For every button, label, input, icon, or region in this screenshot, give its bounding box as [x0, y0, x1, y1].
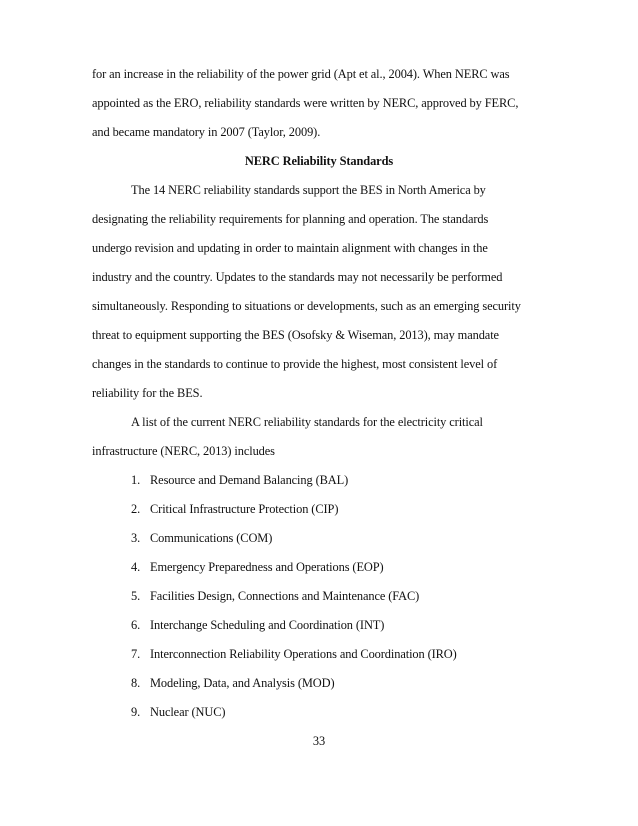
body-text-line: The 14 NERC reliability standards support the BES in North America by [131, 183, 486, 197]
list-item [131, 704, 225, 720]
body-text-line: infrastructure (NERC, 2013) includes [92, 444, 275, 458]
list-item-number: 5. [131, 589, 141, 603]
list-item-number: 1. [131, 473, 141, 487]
list-item-text: Interconnection Reliability Operations and Coordination (IRO) [150, 647, 457, 661]
body-text-line: reliability for the BES. [92, 386, 203, 400]
list-item-number: 9. [131, 705, 141, 719]
body-text-line: designating the reliability requirements for planning and operation. The standards [92, 212, 489, 226]
list-item [131, 646, 457, 662]
list-item-text: Emergency Preparedness and Operations (EOP) [150, 560, 384, 574]
body-text-line: industry and the country. Updates to the standards may not necessarily be performed [92, 270, 503, 284]
list-item-number: 8. [131, 676, 141, 690]
list-item-number: 3. [131, 531, 141, 545]
list-item-text: Modeling, Data, and Analysis (MOD) [150, 676, 335, 690]
list-item-text: Resource and Demand Balancing (BAL) [150, 473, 349, 487]
body-text-line: changes in the standards to continue to provide the highest, most consistent level of [92, 357, 498, 371]
body-text-line: for an increase in the reliability of the power grid (Apt et al., 2004). When NERC was [92, 67, 510, 81]
list-item-number: 2. [131, 502, 141, 516]
list-item [131, 530, 272, 546]
list-item [131, 675, 335, 691]
list-item [131, 617, 384, 633]
body-text-line: simultaneously. Responding to situations or developments, such as an emerging security [92, 299, 521, 313]
body-text-line: appointed as the ERO, reliability standards were written by NERC, approved by FERC, [92, 96, 519, 110]
list-item-number: 6. [131, 618, 141, 632]
list-item [131, 501, 338, 517]
list-item [131, 559, 384, 575]
body-text-line: undergo revision and updating in order to maintain alignment with changes in the [92, 241, 488, 255]
body-text-line: and became mandatory in 2007 (Taylor, 2009). [92, 125, 321, 139]
list-item [131, 472, 348, 488]
list-item-text: Interchange Scheduling and Coordination (INT) [150, 618, 385, 632]
section-heading: NERC Reliability Standards [244, 154, 394, 168]
page-number: 33 [312, 734, 326, 748]
body-text-line: A list of the current NERC reliability standards for the electricity critical [131, 415, 483, 429]
list-item-text: Communications (COM) [150, 531, 273, 545]
list-item-text: Facilities Design, Connections and Maintenance (FAC) [150, 589, 420, 603]
list-item [131, 588, 419, 604]
list-item-number: 4. [131, 560, 141, 574]
body-text-line: threat to equipment supporting the BES (Osofsky & Wiseman, 2013), may mandate [92, 328, 499, 342]
list-item-text: Critical Infrastructure Protection (CIP) [150, 502, 339, 516]
list-item-number: 7. [131, 647, 141, 661]
list-item-text: Nuclear (NUC) [150, 705, 226, 719]
